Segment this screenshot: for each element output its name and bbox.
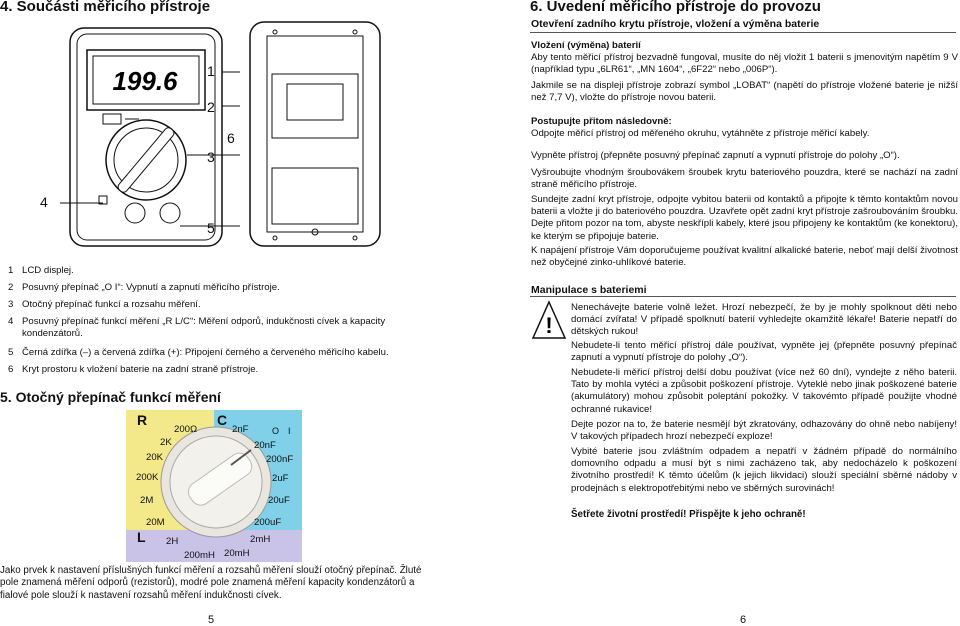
legend-item-6: 6 Kryt prostoru k vložení baterie na zadní straně přístroje. xyxy=(8,364,259,375)
warning-final-line: Šetřete životní prostředí! Přispějte k jeho ochraně! xyxy=(571,509,806,520)
dial-r-label: R xyxy=(137,412,148,428)
warning-paragraph-1: Nenechávejte baterie volně ležet. Hrozí nebezpečí, že by je mohly spolknout děti nebo domácí zvířata! V případě spolknutí baterií vyhledejte okamžitě lékaře! Baterie nepatří do dětských rukou! xyxy=(571,302,957,338)
dial-c-label: C xyxy=(217,412,228,428)
legend-item-5: 5 Černá zdířka (–) a červená zdířka (+): Připojení černého a červeného měřicího kabelu. xyxy=(8,347,389,358)
dial-range-c5: 200uF xyxy=(254,517,282,528)
dial-range-c3: 2uF xyxy=(272,473,289,484)
manipulation-title: Manipulace s bateriemi xyxy=(531,284,647,296)
right-page-number: 6 xyxy=(740,614,747,626)
warning-paragraph-5: Vybité baterie jsou zvláštním odpadem a nepatří v žádném případě do normálního domovního odpadu a musí být s nimi zacházeno tak, aby nedocházelo k poškození životního prostředí! K těmto účelům (k jejich likvidaci) slouží speciální sběrné nádoby v prodejnách s elektropotřebitými nebo ve sběrných surovinách! xyxy=(571,446,957,494)
dial-range-r4: 2M xyxy=(140,495,154,506)
dial-range-r2: 20K xyxy=(146,452,164,463)
dial-range-r5: 20M xyxy=(146,517,165,528)
lcd-display-value: 199.6 xyxy=(112,66,178,96)
dial-indicator-o: O xyxy=(272,426,280,436)
battery-paragraph-1: Aby tento měřicí přístroj bezvadně fungoval, musíte do něj vložit 1 baterii s jmenovitým napětím 9 V (například typu „6LR61“, „MN 1604“, „6F22“ nebo „006P“). xyxy=(531,52,958,76)
subheading-rule xyxy=(530,32,956,33)
procedure-step-3: Vyšroubujte vhodným šroubovákem šroubek krytu bateriového pouzdra, které se nachází na zadní straně měřicího přístroje. xyxy=(531,167,958,191)
warning-paragraph-3: Nebudete-li měřicí přístroj delší dobu používat (více než 60 dní), vyndejte z něho baterii. Tato by mohla vytéci a způsobit poškození přístroje. Vyteklé nebo jinak poškozené baterie (akumulátory) mohou způsobit poleptání pokožky. V takovémto případě použijte vhodné ochranné rukavice! xyxy=(571,367,957,415)
dial-range-r1: 2K xyxy=(160,437,172,448)
warning-paragraph-2: Nebudete-li tento měřicí přístroj dále používat, vypněte jej (přepněte posuvný přepínač zapnutí a vypnutí přístroje do polohy „O“). xyxy=(571,340,957,364)
figure-label-3: 3 xyxy=(207,149,215,165)
manipulation-rule xyxy=(530,296,956,297)
warning-paragraph-4: Dejte pozor na to, že baterie nesmějí být zkratovány, odhazovány do ohně nebo nabíjeny! V takových případech hrozí nebezpečí exploze! xyxy=(571,419,957,443)
procedure-step-2: Vypněte přístroj (přepněte posuvný přepínač zapnutí a vypnutí přístroje do polohy „O“). xyxy=(531,150,900,161)
dial-caption: Jako prvek k nastavení příslušných funkcí měření a rozsahů měření slouží otočný přepínač. Žluté pole znamená měření odporů (rezistorů), modré pole znamená měření kapacity kondenzátorů a fialové pole slouží k nastavení rozsahů měření indukčnosti cívek. xyxy=(0,565,422,601)
dial-range-c1: 20nF xyxy=(254,440,276,451)
procedure-step-4: Sundejte zadní kryt přístroje, odpojte vybitou baterii od kontaktů a připojte k těmto kontaktům novou baterii a vložte ji do bateriového pouzdra. Uzavřete opět zadní kryt přístroje zašroubováním šroubku. Dejte přitom pozor na tom, abyste neskřípli kabely, které jsou připojeny ke kontaktům (ke konektoru), ke kterým se připojuje baterie. xyxy=(531,194,958,242)
figure-label-4: 4 xyxy=(40,194,48,210)
svg-text:!: ! xyxy=(545,313,553,338)
meter-back-figure xyxy=(245,18,385,250)
figure-label-2: 2 xyxy=(207,99,215,115)
dial-indicator-i: I xyxy=(288,426,291,436)
right-subheading: Otevření zadního krytu přístroje, vložení a výměna baterie xyxy=(531,18,820,30)
legend-item-4: 4 Posuvný přepínač funkcí měření „R L/C“: Měření odporů, indukčnosti cívek a kapacity kondenzátorů. xyxy=(8,316,386,339)
warning-triangle-icon xyxy=(532,300,566,340)
left-heading: 4. Součásti měřicího přístroje xyxy=(0,0,211,15)
left-page-number: 5 xyxy=(208,614,215,626)
procedure-step-1: Odpojte měřicí přístroj od měřeného okruhu, vytáhněte z přístroje měřicí kabely. xyxy=(531,128,870,139)
section5-heading: 5. Otočný přepínač funkcí měření xyxy=(0,389,221,405)
battery-title: Vložení (výměna) baterií xyxy=(531,40,641,51)
dial-range-c2: 200nF xyxy=(266,454,294,465)
procedure-title: Postupujte přitom následovně: xyxy=(531,116,672,127)
figure-label-5: 5 xyxy=(207,220,215,236)
dial-l-label: L xyxy=(137,529,146,545)
dial-range-r0: 200Ω xyxy=(174,424,198,435)
right-heading: 6. Uvedení měřicího přístroje do provozu xyxy=(530,0,821,15)
dial-range-l3: 2mH xyxy=(250,534,271,545)
legend-item-1: 1 LCD displej. xyxy=(8,265,74,276)
procedure-step-5: K napájení přístroje Vám doporučujeme používat kvalitní alkalické baterie, neboť mají delší životnost než obyčejné zinko-uhlíkové baterie. xyxy=(531,245,958,269)
figure-label-1: 1 xyxy=(207,63,215,79)
legend-item-3: 3 Otočný přepínač funkcí a rozsahu měření. xyxy=(8,299,201,310)
dial-range-c4: 20uF xyxy=(268,495,290,506)
legend-item-2: 2 Posuvný přepínač „O I“: Vypnutí a zapnutí měřicího přístroje. xyxy=(8,282,280,293)
dial-range-c0: 2nF xyxy=(232,424,249,435)
dial-range-l2: 20mH xyxy=(224,548,250,559)
battery-paragraph-2: Jakmile se na displeji přístroje zobrazí symbol „LOBAT“ (napětí do přístroje vložené baterie je nižší než 7,7 V), vložte do přístroje novou baterii. xyxy=(531,80,958,104)
figure-label-6: 6 xyxy=(227,130,235,146)
dial-range-l0: 2H xyxy=(166,536,179,547)
dial-range-l1: 200mH xyxy=(184,550,215,561)
dial-range-r3: 200K xyxy=(136,472,159,483)
